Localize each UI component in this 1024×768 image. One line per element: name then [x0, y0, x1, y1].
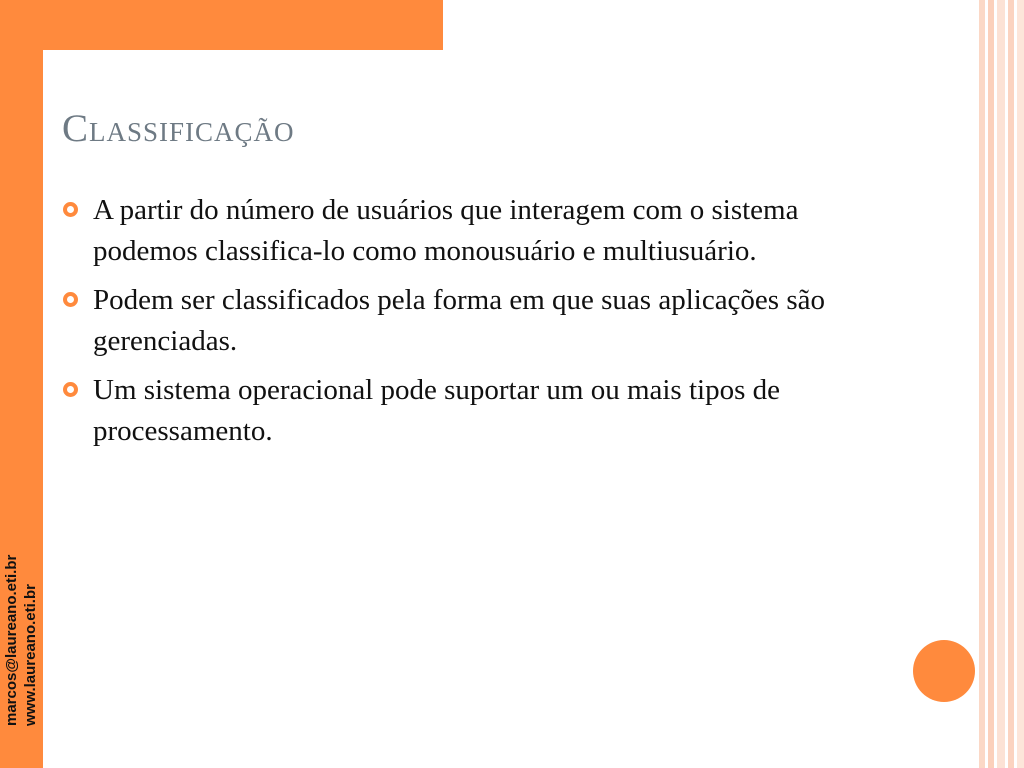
orange-circle-decoration	[913, 640, 975, 702]
bullet-text: A partir do número de usuários que interagem com o sistema podemos classifica-lo como monousuário e multiusuário.	[93, 194, 799, 267]
footer-website: www.laureano.eti.br	[22, 584, 39, 726]
right-stripe	[1017, 0, 1024, 768]
bullet-text: Um sistema operacional pode suportar um ou mais tipos de processamento.	[93, 374, 780, 447]
footer-email: marcos@laureano.eti.br	[3, 554, 20, 726]
bullet-item	[62, 190, 872, 272]
bullet-item	[62, 280, 872, 362]
right-stripe	[988, 0, 994, 768]
bullet-item	[62, 370, 872, 452]
slide-title: Classificação	[62, 107, 295, 150]
bullet-text: Podem ser classificados pela forma em que suas aplicações são gerenciadas.	[93, 284, 825, 357]
bullet-list	[62, 190, 872, 460]
circle-bullet-icon	[63, 202, 78, 217]
footer-contact	[2, 530, 42, 726]
top-accent-bar	[43, 0, 443, 50]
circle-bullet-icon	[63, 292, 78, 307]
right-stripe	[997, 0, 1005, 768]
right-stripe	[1008, 0, 1014, 768]
right-stripe	[979, 0, 985, 768]
circle-bullet-icon	[63, 382, 78, 397]
